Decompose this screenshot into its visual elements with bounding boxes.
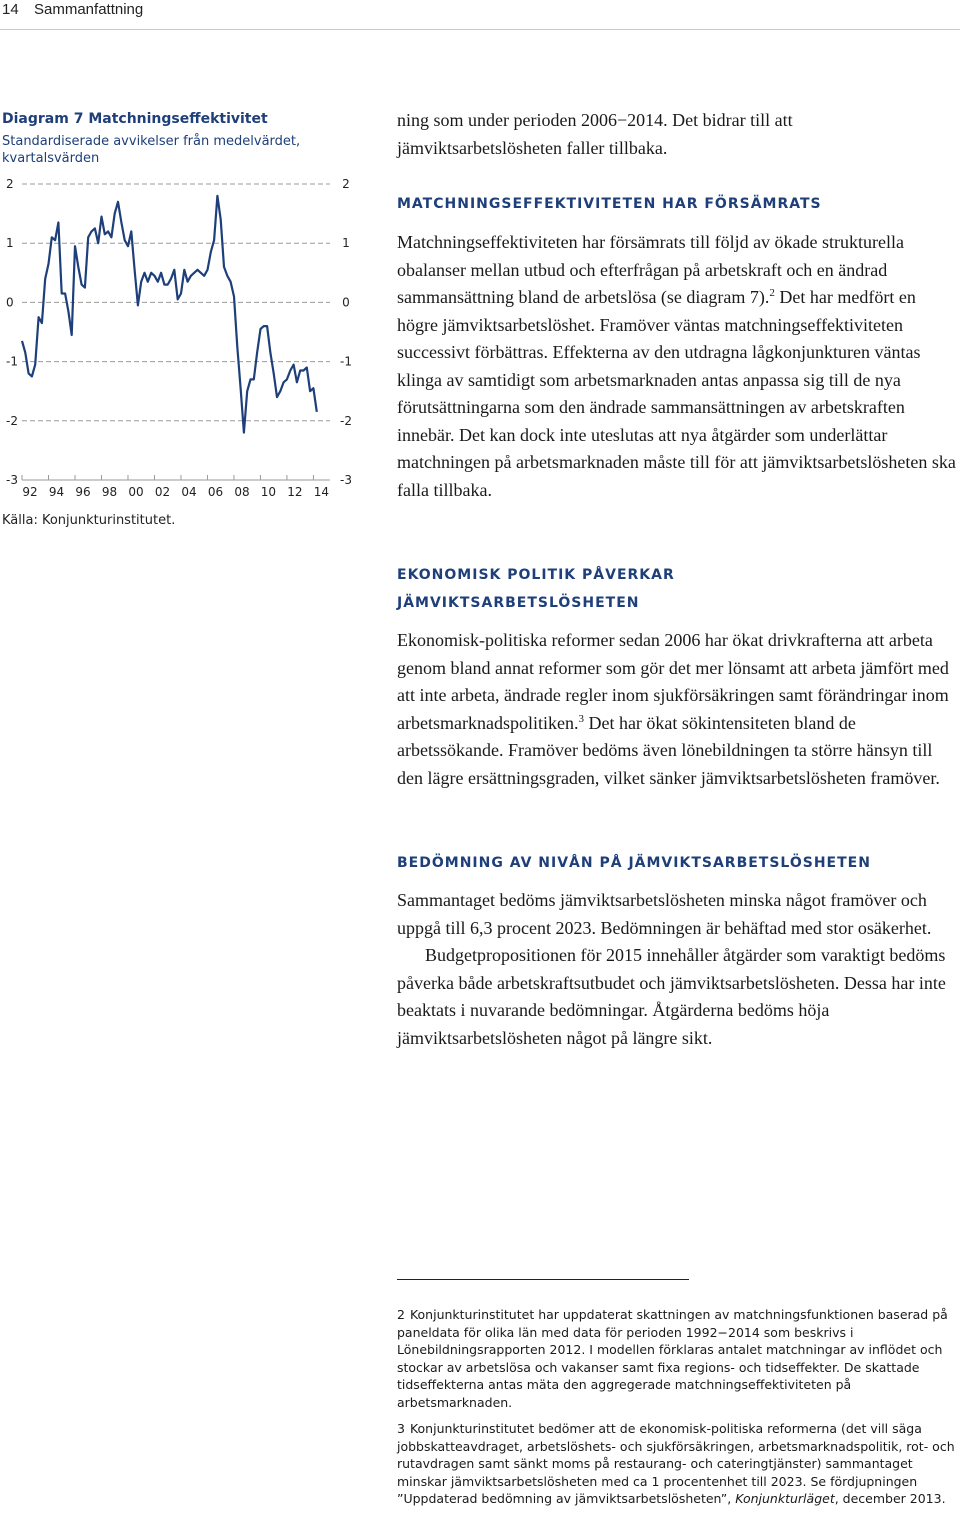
paragraph-text: Ekonomisk-politiska reformer sedan 2006 har ökat drivkrafterna att arbeta genom bland annat reformer som gör det mer lönsamt att arbeta jämfört med att inte arbeta, ändrade regler inom sjukförsäkringen samt förändringar inom arbetsmarknadspolitiken. [397,630,949,733]
section-heading-policy-line2: JÄMVIKTSARBETSLÖSHETEN [397,595,640,611]
intro-paragraph: ning som under perioden 2006−2014. Det bidrar till att jämviktsarbetslösheten faller tillbaka. [397,110,793,158]
page-header [0,0,960,22]
x-tick-label: 96 [75,485,91,499]
y-tick-label-right: 0 [342,295,350,310]
x-tick-label: 02 [154,485,171,499]
diagram-subtitle: Standardiserade avvikelser från medelvärdet, kvartalsvärden [2,134,301,166]
y-tick-label-right: -3 [340,473,352,487]
assessment-paragraph-2: Budgetpropositionen för 2015 innehåller åtgärder som varaktigt bedöms påverka både arbetskraftsutbudet och jämviktsarbetslösheten. Dessa har inte beaktats i nuvarande bedömningar. Åtgärderna bedöms höja jämviktsarbetslösheten något på längre sikt. [397,945,946,1048]
footnote-divider [397,1279,689,1280]
section-policy-paragraph [397,627,957,792]
y-tick-label-right: -2 [340,413,352,428]
y-tick-label-left: -1 [6,354,18,369]
section-policy [397,561,957,792]
footnote-2 [397,1306,957,1411]
footnote-3 [397,1420,957,1508]
x-tick-label: 12 [287,485,303,499]
y-tick-label-right: 1 [342,236,350,251]
assessment-paragraph-1: Sammantaget bedöms jämviktsarbetslösheten minska något framöver och uppgå till 6,3 procent 2023. Bedömningen är behäftad med stor osäkerhet. [397,890,932,938]
header-divider [0,29,960,30]
section-assessment [397,849,957,1052]
y-tick-label-left: 2 [6,177,14,191]
y-tick-label-left: 0 [6,295,14,310]
x-tick-label: 00 [128,485,144,499]
paragraph-text: Det har ökat sökintensiteten bland de arbetssökande. Framöver bedöms även lönebildningen ta större hänsyn till den lägre ersättningsgraden, vilket sänker jämviktsarbetslösheten framöver. [397,712,940,788]
footnote-text: Konjunkturinstitutet har uppdaterat skattningen av matchningsfunktionen baserad på paneldata för olika län med data för perioden 1992−2014 som beskrivs i Lönebildningsrapporten 2012. I modellen förklaras antalet matchningar av inflödet och stockar av arbetslösa och vakanser samt fixa regions- och tidseffekter. De skattade tidseffekterna antas mäta den aggregerade matchningseffektiviteten på arbetsmarknaden. [397,1307,948,1410]
y-tick-label-left: 1 [6,236,14,251]
paragraph-text: Matchningseffektiviteten har försämrats till följd av ökade strukturella obalanser mellan utbud och efterfrågan på arbetskraft och en ändrad sammansättning bland de arbetslösa (se diagram 7). [397,232,905,307]
footnote-ref-3[interactable]: 3 [578,712,584,725]
footnote-number: 2 [397,1307,405,1322]
section-heading-assessment: BEDÖMNING AV NIVÅN PÅ JÄMVIKTSARBETSLÖSHETEN [397,855,871,871]
diagram-source: Källa: Konjunkturinstitutet. [2,513,176,528]
x-tick-label: 94 [48,485,65,499]
section-matching [397,190,957,504]
section-matching-paragraph [397,229,957,504]
y-tick-label-left: -3 [6,473,18,487]
x-tick-label: 92 [22,485,38,499]
footnote-text-tail: , december 2013. [834,1491,946,1506]
paragraph-text: Det har medfört en högre jämviktsarbetslöshet. Framöver väntas matchningseffektiviteten successivt förbättras. Effekterna av den utdragna lågkonjunkturen väntas klinga av samtidigt som arbetsmarknaden antas anpassa sig till de nya förutsättningarna som den ändrade sammansättningen av arbetskraften innebär. Det kan dock inte uteslutas att nya åtgärder som underlättar matchningen på arbetsmarknaden måste till för att jämviktsarbetslösheten ska falla tillbaka. [397,287,956,500]
footnote-text: Konjunkturinstitutet bedömer att de ekonomisk-politiska reformerna (det vill säga jobbskatteavdraget, arbetslöshets- och sjukförsäkringen, arbetsmarknadspolitik, rot- och rutavdragen samt sänkt moms på restaurang- och cateringtjänster) sammantaget minskar jämviktsarbetslösheten med ca 1 procentenhet till 2023. Se fördjupningen ”Uppdaterad bedömning av jämviktsarbetslösheten”, [397,1421,955,1506]
section-heading-matching: MATCHNINGSEFFEKTIVITETEN HAR FÖRSÄMRATS [397,196,822,212]
chart-canvas [0,170,362,510]
page-number: 14 [2,1,19,18]
section-title: Sammanfattning [34,1,144,18]
x-tick-label: 04 [181,485,197,499]
x-tick-label: 10 [260,485,277,499]
section-heading-policy-line1: EKONOMISK POLITIK PÅVERKAR [397,567,675,583]
matching-efficiency-chart [0,170,362,510]
y-tick-label-left: -2 [6,413,18,428]
footnote-number: 3 [397,1421,405,1436]
x-tick-label: 14 [313,485,330,499]
x-tick-label: 06 [207,485,224,499]
x-tick-label: 98 [101,485,118,499]
intro-paragraph-block [397,107,957,162]
footnote-publication: Konjunkturläget [735,1491,835,1506]
y-tick-label-right: -1 [340,354,352,369]
y-tick-label-right: 2 [342,177,350,191]
footnote-ref-2[interactable]: 2 [769,287,775,299]
diagram-title: Diagram 7 Matchningseffektivitet [2,111,268,127]
series-line [22,196,317,433]
x-tick-label: 08 [234,485,250,499]
